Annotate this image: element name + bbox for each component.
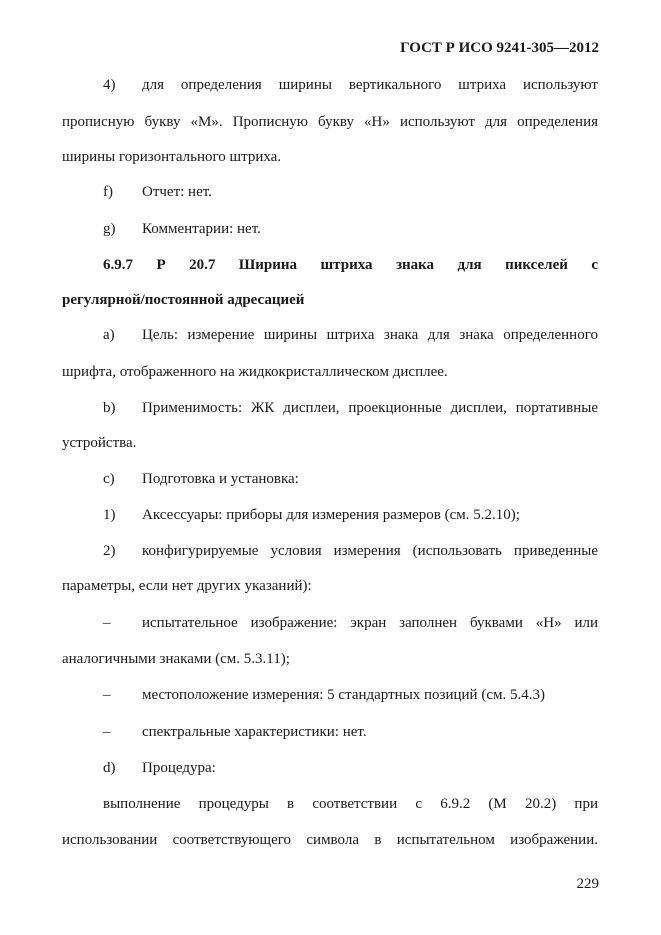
paragraph-line: для определения ширины вертикального штриха используют (142, 77, 598, 93)
paragraph-line: использовании соответствующего символа в испытательном изображении. (62, 832, 598, 848)
dash-marker: – (103, 615, 111, 631)
page-number: 229 (576, 876, 599, 892)
paragraph-line: выполнение процедуры в соответствии с 6.9.2 (М 20.2) при (103, 796, 598, 812)
paragraph-line: местоположение измерения: 5 стандартных позиций (см. 5.4.3) (142, 687, 545, 703)
dash-marker: – (103, 687, 111, 703)
paragraph-line: конфигурируемые условия измерения (использовать приведенные (142, 543, 598, 559)
paragraph-line: Аксессуары: приборы для измерения размеров (см. 5.2.10); (142, 507, 520, 523)
paragraph-line: прописную букву «М». Прописную букву «Н» используют для определения (62, 114, 598, 130)
section-heading: 6.9.7 Р 20.7 Ширина штриха знака для пикселей с (103, 257, 598, 273)
item-marker: d) (103, 760, 116, 776)
paragraph-line: Цель: измерение ширины штриха знака для знака определенного (142, 327, 598, 343)
item-marker: 4) (103, 77, 116, 93)
item-marker: 1) (103, 507, 116, 523)
item-marker: b) (103, 400, 116, 416)
paragraph-line: Отчет: нет. (142, 184, 212, 200)
item-marker: g) (103, 221, 116, 237)
item-marker: f) (103, 184, 113, 200)
paragraph-line: Подготовка и установка: (142, 471, 299, 487)
paragraph-line: шрифта, отображенного на жидкокристаллическом дисплее. (62, 364, 448, 380)
item-marker: c) (103, 471, 115, 487)
item-marker: 2) (103, 543, 116, 559)
paragraph-line: спектральные характеристики: нет. (142, 724, 367, 740)
section-heading: регулярной/постоянной адресацией (62, 292, 305, 308)
paragraph-line: Комментарии: нет. (142, 221, 261, 237)
dash-marker: – (103, 724, 111, 740)
paragraph-line: параметры, если нет других указаний): (62, 578, 312, 594)
item-marker: a) (103, 327, 115, 343)
paragraph-line: устройства. (62, 435, 137, 451)
paragraph-line: ширины горизонтального штриха. (62, 149, 282, 165)
paragraph-line: Применимость: ЖК дисплеи, проекционные дисплеи, портативные (142, 400, 598, 416)
paragraph-line: аналогичными знаками (см. 5.3.11); (62, 651, 290, 667)
document-header: ГОСТ Р ИСО 9241-305—2012 (400, 40, 599, 56)
paragraph-line: Процедура: (142, 760, 216, 776)
paragraph-line: испытательное изображение: экран заполнен буквами «Н» или (142, 615, 598, 631)
